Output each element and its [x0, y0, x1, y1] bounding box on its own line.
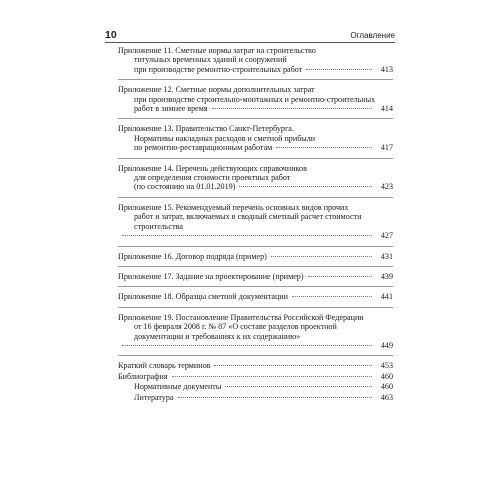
toc-entry-title: Нормативные документы: [134, 382, 222, 392]
toc-entry[interactable]: [118, 246, 393, 261]
toc-entry[interactable]: [118, 79, 393, 113]
toc-entry-line: Нормативы накладных расходов и сметной прибыли: [134, 133, 316, 143]
dot-leader: [178, 397, 373, 398]
toc-entry-line: Приложение 15. Рекомендуемый перечень основных видов прочих: [118, 202, 349, 212]
toc-entry-line: Приложение 14. Перечень действующих справочников: [118, 163, 307, 173]
toc-entry-line: документации и требованиях к их содержанию»: [134, 331, 301, 341]
toc-page-number: 431: [380, 251, 393, 261]
dot-leader: [239, 186, 372, 187]
toc-entry-title: Приложение 18. Образцы сметной документации: [118, 292, 288, 302]
dot-leader: [172, 376, 372, 377]
toc-entry-line: от 16 февраля 2008 г. № 87 «О составе разделов проектной: [134, 322, 337, 332]
toc-page-number: 441: [380, 292, 393, 302]
toc-entry-line: Приложение 12. Сметные нормы дополнительных затрат: [118, 85, 315, 95]
toc-entry-line: Приложение 19. Постановление Правительства Российской Федерации: [118, 312, 364, 322]
toc-entry-title: Библиография: [118, 371, 168, 381]
toc-page-number: 417: [380, 143, 393, 153]
toc-entry[interactable]: [118, 118, 393, 152]
toc-entry-line: работ и затрат, включаемых в сводный сметный расчет стоимости: [134, 212, 362, 222]
dot-leader: [212, 108, 372, 109]
toc-entry-title: по ремонтно-реставрационным работам: [134, 143, 273, 153]
toc-entry[interactable]: [118, 382, 393, 391]
toc-entry[interactable]: [118, 286, 393, 301]
dot-leader: [271, 256, 372, 257]
toc-entry[interactable]: [118, 372, 393, 381]
toc-entry-title: при производстве ремонтно-строительных работ: [134, 64, 303, 74]
toc-entry[interactable]: [118, 158, 393, 192]
toc-entry-line: Приложение 13. Правительство Санкт-Петербурга.: [118, 124, 294, 134]
dot-leader: [308, 276, 372, 277]
toc-page-number: 453: [380, 361, 393, 371]
section-title: Оглавление: [350, 31, 395, 40]
dot-leader: [122, 235, 372, 236]
toc-entry-title: работ в зимнее время: [134, 104, 208, 114]
toc-entry[interactable]: [118, 307, 393, 351]
page-number: 10: [105, 29, 117, 41]
toc-entry-line: при производстве строительно-монтажных и ремонтно-строительных: [134, 94, 376, 104]
toc-entry-title: (по состоянию на 01.01.2019): [134, 182, 236, 192]
table-of-contents: [118, 46, 393, 402]
toc-page-number: 449: [380, 340, 393, 350]
toc-entry-title: Литература: [134, 392, 174, 402]
toc-page-number: 413: [380, 64, 393, 74]
dot-leader: [214, 365, 372, 366]
toc-entry[interactable]: [118, 355, 393, 370]
toc-entry-title: Приложение 16. Договор подряда (пример): [118, 251, 267, 261]
dot-leader: [306, 69, 372, 70]
running-header: [105, 29, 395, 41]
toc-page-number: 427: [380, 231, 393, 241]
toc-page-number: 439: [380, 271, 393, 281]
toc-entry-line: для определения стоимости проектных работ: [134, 173, 291, 183]
dot-leader: [292, 296, 372, 297]
toc-page-number: 460: [380, 371, 393, 381]
toc-entry-line: строительства: [134, 221, 183, 231]
toc-entry-line: титульных временных зданий и сооружений: [134, 55, 287, 65]
toc-page-number: 460: [380, 382, 393, 392]
toc-entry[interactable]: [118, 266, 393, 281]
toc-page-number: 423: [380, 182, 393, 192]
toc-entry-title: Краткий словарь терминов: [118, 361, 211, 371]
dot-leader: [122, 345, 372, 346]
toc-entry[interactable]: [118, 197, 393, 241]
toc-page-number: 414: [380, 104, 393, 114]
toc-entry[interactable]: [118, 46, 393, 74]
toc-entry-line: Приложение 11. Сметные нормы затрат на строительство: [118, 46, 316, 55]
toc-entry[interactable]: [118, 393, 393, 402]
header-rule: [105, 42, 395, 43]
toc-page-number: 463: [380, 392, 393, 402]
dot-leader: [276, 147, 372, 148]
toc-entry-title: Приложение 17. Задание на проектирование (пример): [118, 271, 304, 281]
dot-leader: [225, 386, 372, 387]
